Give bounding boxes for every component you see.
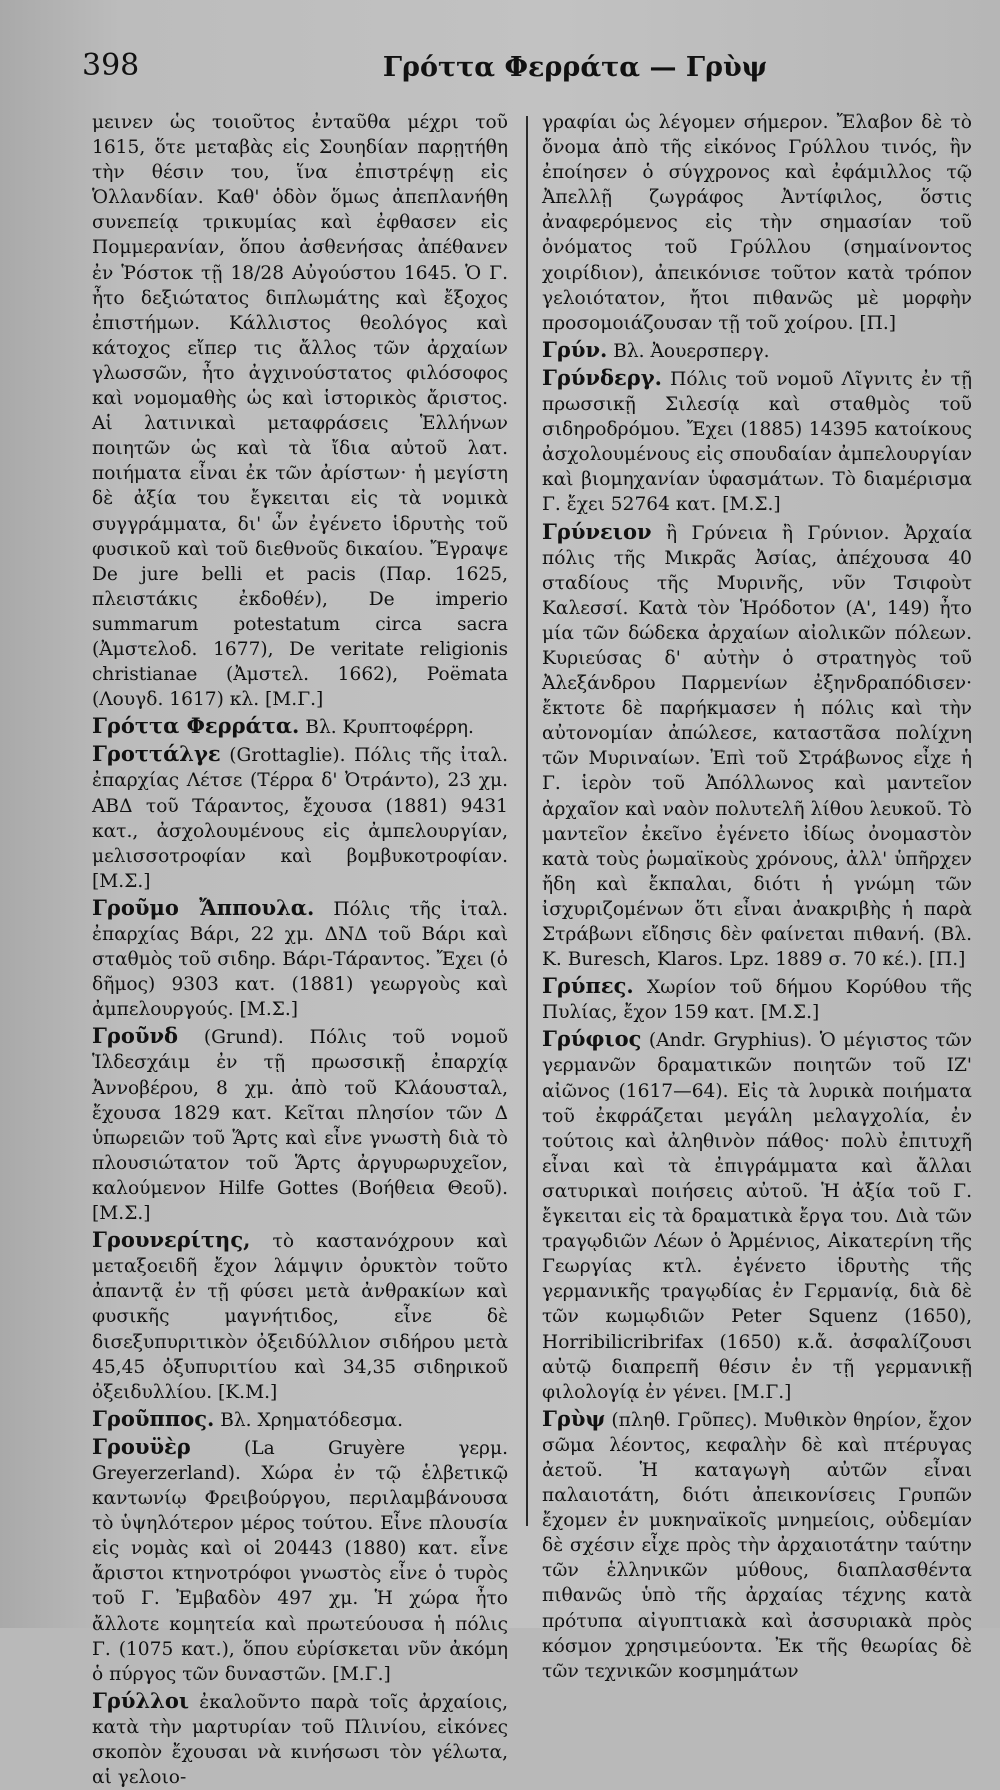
entry-text: Πόλις τοῦ νομοῦ Λῖγνιτς ἐν τῇ πρωσσικῇ Σιλεσίᾳ καὶ σταθμὸς τοῦ σιδηροδρόμου. Ἔχει (1885) 14395 κατοίκους ἀσχολουμένους εἰς σπουδαίαν ἀμπελουργίαν καὶ βιομηχανίαν ὑφασμάτων. Τὸ διαμέρισμα Γ. ἔχει 52764 κατ. [Μ.Σ.] [542,368,972,516]
entry-text: Πόλις τῆς ἰταλ. ἐπαρχίας Βάρι, 22 χμ. ΔΝΔ τοῦ Βάρι καὶ σταθμὸς τοῦ σιδηρ. Βάρι-Τάραντος. Ἔχει (ὁ δῆμος) 9303 κατ. (1881) γεωργοὺς καὶ ἀμπελουργούς. [Μ.Σ.] [92,898,508,1021]
dictionary-entry [92,895,508,1022]
entry-headword: Γρουϋὲρ [92,1433,191,1459]
entry-text: (Grottaglie). Πόλις τῆς ἰταλ. ἐπαρχίας Λέτσε (Τέρρα δ' Ὀτράντο), 23 χμ. ΑΒΔ τοῦ Τάραντος, ἔχουσα (1881) 9431 κατ., ἀσχολουμένους εἰς ἀμπελουργίαν, μελισσοτροφίαν καὶ βομβυκοτροφίαν. [Μ.Σ.] [92,745,508,892]
continuation-text: γραφίαι ὡς λέγομεν σήμερον. Ἔλαβον δὲ τὸ ὄνομα ἀπὸ τῆς εἰκόνος Γρύλλου τινός, ἣν ἐποίησεν ὁ σύγχρονος καὶ ἐφάμιλλος τῷ Ἀπελλῇ ζωγράφος Ἀντίφιλος, ὅστις ἀναφερόμενος εἰς τὴν σημασίαν τοῦ ὀνόματος τοῦ Γρύλλου (σημαίνοντος χοιρίδιον), ἀπεικόνισε τοῦτον κατὰ τρόπον γελοιότατον, ἤτοι πιθανῶς μὲ μορφὴν προσομοιάζουσαν τῇ τοῦ χοίρου. [Π.] [542,112,972,334]
entry-headword: Γροῦμο Ἄππουλα. [92,894,315,920]
entry-headword: Γρύλλοι [92,1687,190,1713]
page-header [0,48,1000,98]
column-divider [526,116,528,1526]
entry-headword: Γροῦππος. [92,1405,215,1431]
entry-headword: Γρύν. [542,336,608,362]
entry-text: τὸ καστανόχρουν καὶ μεταξοειδῆ ἔχον λάμψιν ὀρυκτὸν τοῦτο ἀπαντᾷ ἐν τῇ φύσει μετὰ ἀνθρακίων καὶ φυσικῆς μαγνήτιδος, εἶνε δὲ δισεξυπυριτικὸν ὀξειδύλλιον σιδήρου μετὰ 45,45 ὀξυπυριτίου καὶ 34,35 σιδηρικοῦ ὀξειδυλλίου. [Κ.Μ.] [92,1231,508,1403]
dictionary-entry [92,1434,508,1687]
entry-list [92,713,508,1790]
dictionary-entry [542,1406,972,1684]
right-column [542,110,972,1682]
dictionary-entry [542,337,972,364]
entry-text: Χωρίον τοῦ δήμου Κορύθου τῆς Πυλίας, ἔχον 159 κατ. [Μ.Σ.] [542,977,972,1024]
entry-headword: Γρύπες. [542,973,634,999]
entry-text: ἢ Γρύνεια ἢ Γρύνιον. Ἀρχαία πόλις τῆς Μικρᾶς Ἀσίας, ἀπέχουσα 40 σταδίους τῆς Μυρινῆς, νῦν Τσιφοὺτ Καλεσσί. Κατὰ τὸν Ἡρόδοτον (Α', 149) ἦτο μία τῶν δώδεκα ἀρχαίων αἰολικῶν πόλεων. Κυριεύσας δ' αὐτὴν ὁ στρατηγὸς τοῦ Ἀλεξάνδρου Παρμενίων ἐξηνδραπόδισεν· ἔκτοτε δὲ παρήκμασεν ἡ πόλις καὶ τὴν αὐτονομίαν ἀπώλεσε, καταστᾶσα πολίχνη τῶν Μυριναίων. Ἐπὶ τοῦ Στράβωνος εἶχε ἡ Γ. ἱερὸν τοῦ Ἀπόλλωνος καὶ μαντεῖον ἀρχαῖον καὶ ναὸν πολυτελῆ λίθου λευκοῦ. Τὸ μαντεῖον ἐκεῖνο ἐγένετο ἰδίως ὀνομαστὸν κατὰ τοὺς ῥωμαϊκοὺς χρόνους, ἀλλ' ὑπῆρχεν ἤδη καὶ ἔκπαλαι, διότι ἡ γνώμη τῶν ἰσχυριζομένων ὅτι εἶναι ἀνακριβὴς ἡ παρὰ Στράβωνι εἴδησις δὲν φαίνεται πιθανή. (Βλ. K. Buresch, Klaros. Lpz. 1889 σ. 70 κέ.). [Π.] [542,522,972,971]
page-number: 398 [82,48,140,83]
entry-headword: Γροῦνδ [92,1023,179,1049]
dictionary-entry [542,365,972,518]
entry-text: Βλ. Ἀουερσπεργ. [607,340,770,362]
dictionary-entry [542,1026,972,1404]
entry-headword: Γρύφιος [542,1026,642,1052]
entry-headword: Γρύνδεργ. [542,364,662,390]
entry-text: Βλ. Κρυπτοφέρρη. [299,717,474,739]
entry-headword: Γρουνερίτης, [92,1227,251,1253]
entry-headword: Γροττάλγε [92,741,221,767]
dictionary-entry [92,1227,508,1405]
entry-text: (πληθ. Γρῦπες). Μυθικὸν θηρίον, ἔχον σῶμα λέοντος, κεφαλὴν δὲ καὶ πτέρυγας ἀετοῦ. Ἡ καταγωγὴ αὐτῶν εἶναι παλαιοτάτη, διότι ἀπεικονίσεις Γρυπῶν ἔχομεν ἐν μυκηναϊκοῖς μνημείοις, οὐδεμίαν δὲ σχέσιν εἶχε πρὸς τὴν ἀρχαιοτάτην ταύτην τῶν ἑλληνικῶν μύθους, διαπλασθέντα πιθανῶς ὑπὸ τῆς ἀρχαίας τέχνης κατὰ πρότυπα αἰγυπτιακὰ καὶ ἀσσυριακὰ πρὸς κόσμον χρησιμεύοντα. Ἐκ τῆς θεωρίας δὲ τῶν τεχνικῶν κοσμημάτων [542,1409,972,1682]
running-head: Γρόττα Φερράτα — Γρὺψ [382,52,768,83]
dictionary-entry [542,519,972,973]
dictionary-entry [542,973,972,1025]
entry-list [542,337,972,1684]
entry-text: (La Gruyère γερμ. Greyerzerland). Χώρα ἐν τῷ ἑλβετικῷ καντωνίῳ Φρειβούργου, περιλαμβάνουσα τὸ ὑψηλότερον μέρος τούτου. Εἶνε πλουσία εἰς νομὰς καὶ οἱ 20443 (1880) κατ. εἶνε ἄριστοι κτηνοτρόφοι γνωστὸς εἶνε ὁ τυρὸς τοῦ Γ. Ἐμβαδὸν 497 χμ. Ἡ χώρα ἦτο ἄλλοτε κομητεία καὶ πρωτεύουσα ἡ πόλις Γ. (1075 κατ.), ὅπου εὑρίσκεται νῦν ἀκόμη ὁ πύργος τῶν δυναστῶν. [Μ.Γ.] [92,1437,508,1685]
dictionary-entry [92,713,508,740]
dictionary-entry [92,1406,508,1433]
entry-text: ἐκαλοῦντο παρὰ τοῖς ἀρχαίοις, κατὰ τὴν μαρτυρίαν τοῦ Πλινίου, εἰκόνες σκοπὸν ἔχουσαι νὰ κινήσωσι τὸν γέλωτα, αἱ γελοιο- [92,1691,508,1789]
left-column [92,110,508,1789]
text-columns [92,110,972,1789]
continuation-text: μεινεν ὡς τοιοῦτος ἐνταῦθα μέχρι τοῦ 1615, ὅτε μεταβὰς εἰς Σουηδίαν παρῃτήθη τὴν θέσιν του, ἵνα ἐπιστρέψῃ εἰς Ὁλλανδίαν. Καθ' ὁδὸν ὅμως ἀπεπλανήθη συνεπείᾳ τρικυμίας καὶ ἐφθασεν εἰς Πομμερανίαν, ὅπου ἀσθενήσας ἀπέθανεν ἐν Ῥόστοκ τῇ 18/28 Αὐγούστου 1645. Ὁ Γ. ἦτο δεξιώτατος διπλωμάτης καὶ ἔξοχος ἐπιστήμων. Κάλλιστος θεολόγος καὶ κάτοχος εἴπερ τις ἄλλος τῶν ἀρχαίων γλωσσῶν, ἦτο ἀγχινούστατος φιλόσοφος καὶ νομομαθὴς ὡς καὶ ἱστορικὸς ἄριστος. Αἱ λατινικαὶ μεταφράσεις Ἑλλήνων ποιητῶν ὡς καὶ τὰ ἴδια αὐτοῦ λατ. ποιήματα εἶναι ἐκ τῶν ἀρίστων· ἡ μεγίστη δὲ ἀξία του ἔγκειται εἰς τὰ νομικὰ συγγράμματα, δι' ὧν ἐγένετο ἱδρυτὴς τοῦ φυσικοῦ καὶ τοῦ διεθνοῦς δικαίου. Ἔγραψε De jure belli et pacis (Παρ. 1625, πλειστάκις ἐκδοθέν), De imperio summarum potestatum circa sacra (Ἀμστελοδ. 1677), De veritate religionis christianae (Ἀμστελ. 1662), Poëmata (Λουγδ. 1617) κλ. [Μ.Γ.] [92,112,508,711]
dictionary-entry [92,1688,508,1790]
entry-text: Βλ. Χρηματόδεσμα. [214,1409,403,1431]
entry-text: (Andr. Gryphius). Ὁ μέγιστος τῶν γερμανῶν δραματικῶν ποιητῶν τοῦ ΙΖ' αἰῶνος (1617—64). Εἰς τὰ λυρικὰ ποιήματα τοῦ ἐκφράζεται μεγάλη μελαγχολία, ἐν τούτοις καὶ ἀληθινὸν πάθος· πολὺ ἐπιτυχῆ εἶναι καὶ τὰ ἐπιγράμματα καὶ ἄλλαι σατυρικαὶ ποιήσεις αὐτοῦ. Ἡ ἀξία τοῦ Γ. ἔγκειται εἰς τὰ δραματικὰ ἔργα του. Διὰ τῶν τραγῳδιῶν Λέων ὁ Ἀρμένιος, Αἰκατερίνη τῆς Γεωργίας κτλ. ἐγένετο ἱδρυτὴς τῆς γερμανικῆς τραγῳδίας ἐν Γερμανίᾳ, διὰ δὲ τῶν κωμῳδιῶν Peter Squenz (1650), Horribilicribrifax (1650) κ.ἄ. ἀσφαλίζουσι αὐτῷ διαπρεπῆ θέσιν ἐν τῇ γερμανικῇ φιλολογίᾳ ἐν γένει. [Μ.Γ.] [542,1030,972,1403]
dictionary-entry [92,1023,508,1226]
dictionary-entry [92,741,508,894]
entry-headword: Γρύνειον [542,518,652,544]
entry-headword: Γρόττα Φερράτα. [92,713,300,739]
entry-headword: Γρὺψ [542,1405,606,1431]
entry-text: (Grund). Πόλις τοῦ νομοῦ Ἱλδεσχάιμ ἐν τῇ πρωσσικῇ ἐπαρχίᾳ Ἀννοβέρου, 8 χμ. ἀπὸ τοῦ Κλάουσταλ, ἔχουσα 1829 κατ. Κεῖται πλησίον τῶν Δ ὑπωρειῶν τοῦ Ἅρτς καὶ εἶνε γνωστὴ διὰ τὸ πλουσιώτατον τοῦ Ἅρτς ἀργυρωρυχεῖον, καλούμενον Hilfe Gottes (Βοήθεια Θεοῦ). [Μ.Σ.] [92,1027,508,1225]
